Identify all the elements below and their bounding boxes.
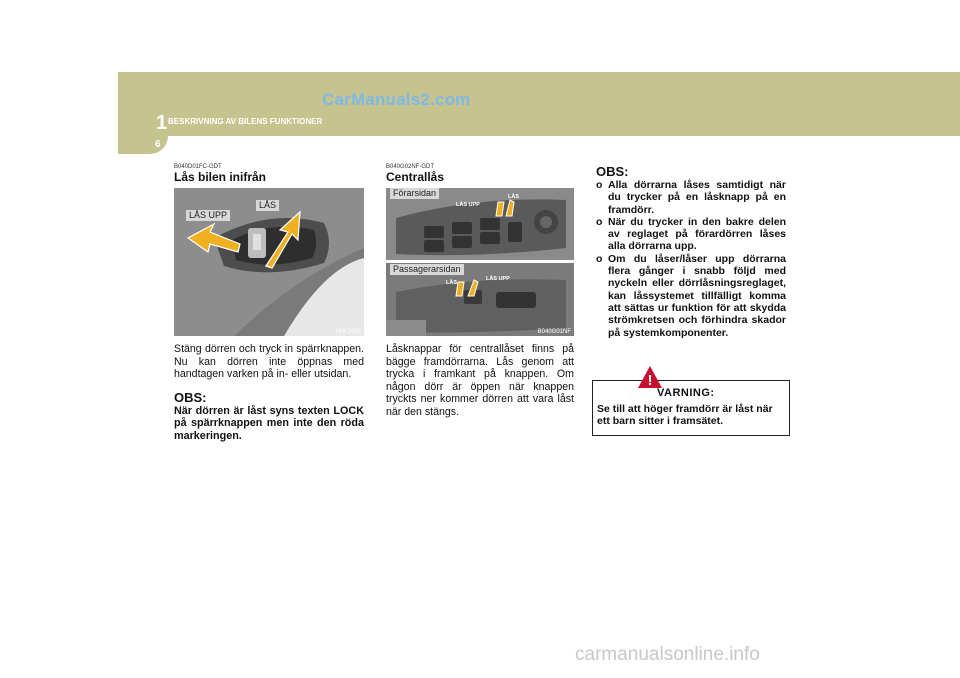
- warning-title: VARNING:: [657, 387, 715, 399]
- section-title: Lås bilen inifrån: [174, 170, 267, 184]
- figure-code: B040G01NF: [537, 329, 571, 335]
- list-item-text: Alla dörrarna låses samtidigt när du trycker på en låsknapp på en framdörr.: [608, 179, 786, 216]
- bullet: o: [596, 179, 603, 191]
- watermark-top-link[interactable]: CarManuals2.com: [322, 90, 471, 109]
- body-text: Låsknappar för centrallåset finns på bägge framdörrarna. Lås genom att trycka i framkant på knappen. Om någon dörr är öppen när knappen tryckts ner kommer dörren att vara låst när den stängs.: [386, 343, 574, 418]
- warning-text: Se till att höger framdörr är låst när ett barn sitter i framsätet.: [597, 403, 773, 428]
- warning-symbol: !: [647, 372, 653, 389]
- label-passenger-lock: LÅS: [446, 280, 457, 286]
- label-driver-unlock: LÅS UPP: [456, 202, 480, 208]
- label-driver-lock: LÅS: [508, 194, 519, 200]
- obs-list: [596, 179, 786, 339]
- header-bar: [118, 72, 960, 136]
- label-lock: LÅS: [256, 200, 279, 211]
- list-item: [596, 253, 786, 339]
- central-lock-illustration: [386, 188, 574, 336]
- label-passenger-side: Passagerarsidan: [390, 264, 464, 275]
- obs-title: OBS:: [596, 164, 629, 179]
- list-item-text: När du trycker in den bakre delen av reglaget på förardörren låses alla dörrarna upp.: [608, 215, 786, 253]
- list-item-text: Om du låser/låser upp dörrarna flera gånger i snabb följd med nyckeln eller dörrlåsningsreglaget, kan låssystemet tillfälligt komma att sättas ur funktion för att skydda strömkretsen och förhindra skador på systemkomponenter.: [608, 252, 786, 339]
- section-central-lock: [386, 164, 574, 419]
- watermark-bottom-link[interactable]: carmanualsonline.info: [575, 644, 760, 665]
- label-unlock: LÅS UPP: [186, 210, 230, 221]
- door-handle-figure: [174, 188, 364, 336]
- label-driver-side: Förarsidan: [390, 188, 439, 199]
- chapter-title: BESKRIVNING AV BILENS FUNKTIONER: [168, 117, 323, 126]
- body-text: Stäng dörren och tryck in spärrknappen. Nu kan dörren inte öppnas med handtagen varken på in- eller utsidan.: [174, 343, 364, 381]
- section-code: B040G02NF-GDT: [386, 164, 435, 170]
- obs-text: När dörren är låst syns texten LOCK på spärrknappen men inte den röda markeringen.: [174, 404, 364, 442]
- list-item: [596, 179, 786, 216]
- section-title: Centrallås: [386, 170, 445, 184]
- section-lock-inside: [174, 164, 364, 443]
- central-lock-figure: [386, 188, 574, 336]
- obs-title: OBS:: [174, 389, 207, 405]
- figure-code: HNF2008: [335, 329, 361, 335]
- label-passenger-unlock: LÅS UPP: [486, 276, 510, 282]
- chapter-number: 1: [156, 112, 168, 134]
- section-code: B040D01FC-GDT: [174, 164, 222, 170]
- page-number: 6: [155, 139, 161, 150]
- bullet: o: [596, 215, 603, 228]
- warning-box: [592, 372, 790, 436]
- list-item: [596, 216, 786, 253]
- section-notes: [596, 164, 786, 339]
- bullet: o: [596, 252, 603, 265]
